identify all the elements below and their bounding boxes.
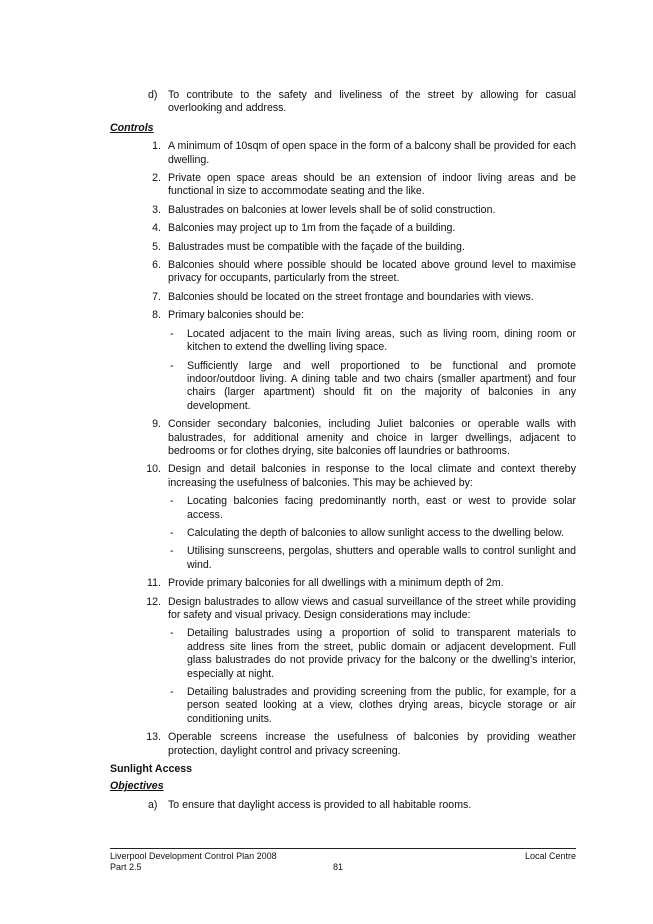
item-marker: d) xyxy=(148,89,158,101)
control-item-6 xyxy=(110,259,576,286)
item-text: Balustrades on balconies at lower levels shall be of solid construction. xyxy=(168,203,496,216)
item-marker: 7. xyxy=(152,290,161,303)
item-text: Balconies may project up to 1m from the façade of a building. xyxy=(168,222,456,235)
control-item-10 xyxy=(110,463,576,490)
control-item-12 xyxy=(110,596,576,623)
objective-item-d xyxy=(110,89,576,116)
sub-item-10-3 xyxy=(110,545,576,572)
footer-document-title: Liverpool Development Control Plan 2008 xyxy=(110,851,277,861)
item-text: Located adjacent to the main living areas, such as living room, dining room or kitchen to extend the dwelling living space. xyxy=(187,327,576,354)
item-text: Private open space areas should be an extension of indoor living areas and be functional in size to accommodate seating and the like. xyxy=(168,172,576,198)
dash-marker: - xyxy=(170,526,174,539)
item-marker: 1. xyxy=(152,140,161,153)
footer-part-number: Part 2.5 xyxy=(110,862,142,872)
control-item-11 xyxy=(110,577,576,590)
item-marker: a) xyxy=(148,798,158,811)
item-marker: 5. xyxy=(152,240,161,253)
page-number: 81 xyxy=(333,862,344,872)
item-text: Balconies should where possible should be located above ground level to maximise privacy for occupants, particularly from the street. xyxy=(168,259,576,285)
item-text: Sufficiently large and well proportioned to be functional and promote indoor/outdoor living. A dining table and two chairs (smaller apartment) and four chairs (larger apartment) should fit on the majority of balconies in any development. xyxy=(187,359,576,412)
footer-section-name: Local Centre xyxy=(524,851,576,861)
item-text: Utilising sunscreens, pergolas, shutters and operable walls to control sunlight and wind. xyxy=(187,545,576,571)
item-marker: 13. xyxy=(146,731,161,744)
item-text: Calculating the depth of balconies to allow sunlight access to the dwelling below. xyxy=(187,526,564,539)
item-text: Detailing balustrades and providing screening from the public, for example, for a person seated looking at a view, clothes drying areas, bicycle storage or air conditioning units. xyxy=(187,686,576,725)
control-item-9 xyxy=(110,418,576,458)
item-text: To ensure that daylight access is provided to all habitable rooms. xyxy=(168,798,472,811)
item-text: Primary balconies should be: xyxy=(168,309,305,322)
sub-item-8-2 xyxy=(110,360,576,414)
item-marker: 8. xyxy=(152,309,161,322)
control-item-3 xyxy=(110,204,576,217)
sub-item-10-1 xyxy=(110,495,576,522)
control-item-1 xyxy=(110,140,576,167)
item-text: Design and detail balconies in response to the local climate and context thereby increasing the usefulness of balconies. This may be achieved by: xyxy=(168,463,576,489)
control-item-7 xyxy=(110,291,576,304)
item-marker: 11. xyxy=(147,577,161,590)
dash-marker: - xyxy=(170,545,174,558)
controls-heading: Controls xyxy=(110,121,154,134)
dash-marker: - xyxy=(170,627,174,640)
item-marker: 3. xyxy=(152,203,161,216)
item-text: Balustrades must be compatible with the façade of the building. xyxy=(168,240,465,253)
sub-item-10-2 xyxy=(110,527,576,540)
item-marker: 4. xyxy=(152,222,161,235)
dash-marker: - xyxy=(170,686,174,699)
item-text: Detailing balustrades using a proportion of solid to transparent materials to address site lines from the street, public domain or adjacent development. Full glass balustrades do not provide privacy for the balcony or the dwelling’s interior, especially at night. xyxy=(187,627,576,680)
sub-item-8-1 xyxy=(110,328,576,355)
item-marker: 6. xyxy=(152,259,161,272)
sub-item-12-1 xyxy=(110,627,576,681)
item-text: A minimum of 10sqm of open space in the form of a balcony shall be provided for each dwelling. xyxy=(168,140,576,166)
objective-item-a xyxy=(110,799,576,812)
control-item-2 xyxy=(110,172,576,199)
control-item-5 xyxy=(110,241,576,254)
item-marker: 2. xyxy=(152,172,161,185)
item-text: Consider secondary balconies, including Juliet balconies or operable walls with balustrades, for additional amenity and choice in larger dwellings, adjacent to bedrooms or for clothes drying, site balconies off laundries or bathrooms. xyxy=(168,418,576,457)
item-marker: 9. xyxy=(152,418,161,431)
item-text: Locating balconies facing predominantly north, east or west to provide solar access. xyxy=(187,495,576,521)
item-text: Balconies should be located on the street frontage and boundaries with views. xyxy=(168,290,534,303)
item-marker: 12. xyxy=(146,595,161,608)
sub-item-12-2 xyxy=(110,686,576,726)
control-item-4 xyxy=(110,222,576,235)
dash-marker: - xyxy=(170,327,174,340)
sunlight-access-heading: Sunlight Access xyxy=(110,763,193,776)
item-text: Provide primary balconies for all dwellings with a minimum depth of 2m. xyxy=(168,577,504,590)
item-text: Design balustrades to allow views and casual surveillance of the street while providing for safety and visual privacy. Design considerations may include: xyxy=(168,595,576,621)
item-text: Operable screens increase the usefulness of balconies by providing weather protection, daylight control and privacy screening. xyxy=(168,731,576,757)
item-marker: 10. xyxy=(146,463,161,476)
dash-marker: - xyxy=(170,359,174,372)
item-text: To contribute to the safety and liveliness of the street by allowing for casual overlooking and address. xyxy=(168,89,576,115)
control-item-13 xyxy=(110,731,576,758)
control-item-8 xyxy=(110,309,576,322)
page-footer xyxy=(110,848,576,873)
objectives-heading: Objectives xyxy=(110,780,164,793)
page-content xyxy=(110,89,576,818)
dash-marker: - xyxy=(170,495,174,508)
